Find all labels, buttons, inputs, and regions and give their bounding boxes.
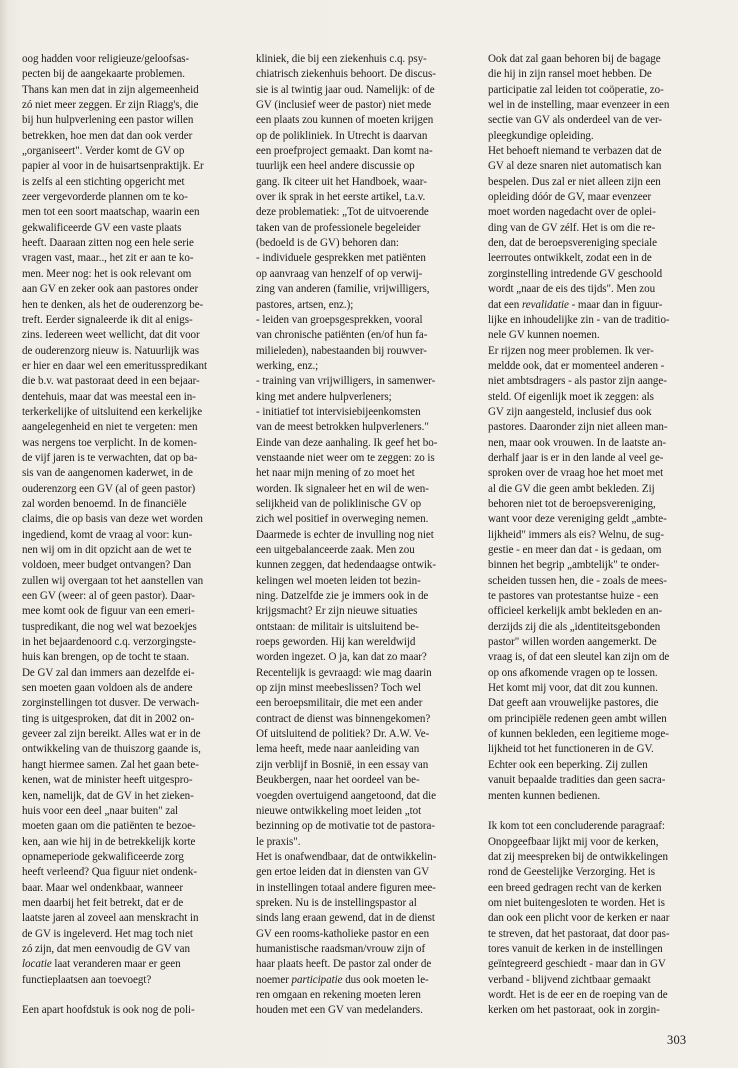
text-line: opnameperiode gekwalificeerde zorg <box>22 850 184 863</box>
text-line: opleiding dóór de GV, maar evenzeer <box>488 191 652 204</box>
text-line: - initiatief tot intervisiebijeenkomsten <box>256 405 421 418</box>
text-line: bespelen. Dus zal er niet alleen zijn een <box>488 175 661 188</box>
text-line: op aanvraag van henzelf of op verwij- <box>256 267 423 280</box>
page-number: 303 <box>667 1033 687 1047</box>
text-line: dentehuis, maar dat was meestal een in- <box>22 390 196 403</box>
text-line: kenen, wat de minister heeft uitgespro- <box>22 774 193 787</box>
text-line: de GV is ingeleverd. Het mag toch niet <box>22 927 193 940</box>
text-line: over ik sprak in het eerste artikel, t.a.v. <box>256 191 426 204</box>
text-line: worden. Ik signaleer het en wil de wen- <box>256 482 429 495</box>
paragraph-gap <box>488 804 714 819</box>
text-line: leerroutes ontwikkelt, zodat een in de <box>488 252 652 265</box>
text-line: pecten bij de aangekaarte problemen. <box>22 68 185 81</box>
text-line: men daarbij het feit betrekt, dat er de <box>22 896 184 909</box>
text-line: rond de Geestelijke Verzorging. Het is <box>488 866 656 879</box>
text-line: Thans kan men dat in zijn algemeenheid <box>22 83 199 96</box>
text-line: ouderenzorg een GV (al of geen pastor) <box>22 482 196 495</box>
text-line: zorginstellingen tot dusver. De verwach- <box>22 697 200 710</box>
text-line: - leiden van groepsgesprekken, vooral <box>256 313 423 326</box>
text-line: GV zijn aangesteld, inclusief dus ook <box>488 405 652 418</box>
text-line: die b.v. wat pastoraat deed in een bejaar- <box>22 375 200 388</box>
text-line: ting is uitgesproken, dat dit in 2002 on- <box>22 712 195 725</box>
text-line: kliniek, die bij een ziekenhuis c.q. psy- <box>256 53 427 65</box>
text-line: huis voor een deel „naar buiten" zal <box>22 804 179 817</box>
text-line: bij hun hulpverlening een pastor willen <box>22 114 194 127</box>
text-line: behoren niet tot de beroepsvereniging, <box>488 497 656 510</box>
text-line: moet worden nagedacht over de oplei- <box>488 206 656 219</box>
text-line: zó zijn, dat men eenvoudig de GV van <box>22 942 190 955</box>
emphasis: revalidatie <box>521 298 569 311</box>
text-line: heeft verleend? Qua figuur niet ondenk- <box>22 866 198 879</box>
text-line: lijkheid" immers als eis? Welnu, de sug- <box>488 528 664 541</box>
text-line: sis van de aangenomen kaderwet, in de <box>22 467 193 480</box>
text-line: van chronische patiënten (en/of hun fa- <box>256 329 428 342</box>
text-line: binnen het begrip „ambtelijk" te onder- <box>488 559 660 572</box>
text-column-middle <box>256 52 476 1019</box>
text-line: ontstaan: de militair is uitsluitend be- <box>256 620 419 633</box>
text-line: meldde ook, dat er momenteel anderen - <box>488 359 665 372</box>
text-line: moeten gaan om die patiënten te bezoe- <box>22 820 196 833</box>
text-line: chiatrisch ziekenhuis behoort. De discus- <box>256 68 436 81</box>
text-line: venstaande niet weer om te zeggen: zo is <box>256 451 435 464</box>
text-line: haar plaats heeft. De pastor zal onder de <box>256 958 432 971</box>
text-line: tores vanuit de kerken in de instellingen <box>488 942 663 955</box>
text-line: van de meest betrokken hulpverleners." <box>256 421 429 434</box>
text-line: een plaats zou kunnen of moeten krijgen <box>256 114 434 127</box>
text-line: ken, namelijk, dat de GV in het zieken- <box>22 789 194 802</box>
text-line: zó niet meer zeggen. Er zijn Riagg's, die <box>22 99 199 112</box>
text-line: king met andere hulpverleners; <box>256 390 392 403</box>
text-line: oog hadden voor religieuze/geloofsas- <box>22 53 190 65</box>
text-line: aan GV en zeker ook aan pastores onder <box>22 283 199 296</box>
text-line: een beroepsmilitair, die met een ander <box>256 697 423 710</box>
text-line: een proefproject gemaakt. Dan komt na- <box>256 145 433 158</box>
text-line: een breed gedragen recht van de kerken <box>488 881 662 894</box>
text-line: menten kunnen bedienen. <box>488 789 601 802</box>
text-line: dat een revalidatie - maar dan in figuur- <box>488 298 663 311</box>
text-line: Ik kom tot een concluderende paragraaf: <box>488 820 665 833</box>
text-line: terkerkelijke of uitsluitend een kerkelijke <box>22 405 203 418</box>
text-column-right <box>488 52 714 1019</box>
text-line: wordt. Het is de eer en de roeping van de <box>488 988 668 1001</box>
text-line: hen te denken, als het de ouderenzorg be- <box>22 298 204 311</box>
text-line: bezinning op de motivatie tot de pastora- <box>256 820 435 833</box>
text-line: Een apart hoofdstuk is ook nog de poli- <box>22 1004 195 1017</box>
text-line: worden ingezet. O ja, kan dat zo maar? <box>256 651 427 664</box>
text-line: functieplaatsen aan toevoegt? <box>22 973 152 986</box>
text-line: houden met een GV van medelanders. <box>256 1004 423 1017</box>
text-line: locatie laat veranderen maar er geen <box>22 958 181 971</box>
text-line: le praxis". <box>256 835 301 848</box>
text-line: zorginstelling intredende GV geschoold <box>488 267 663 280</box>
text-line: Het is onafwendbaar, dat de ontwikkelin- <box>256 850 437 863</box>
text-line: lijkheid tot het functioneren in de GV. <box>488 743 654 756</box>
text-line: - individuele gesprekken met patiënten <box>256 252 426 265</box>
emphasis: locatie <box>22 958 52 971</box>
text-line: sie is al twintig jaar oud. Namelijk: of de <box>256 83 435 96</box>
text-line: derhalf jaar is er in den lande al veel ge- <box>488 451 664 464</box>
text-line: Onopgeefbaar lijkt mij voor de kerken, <box>488 835 659 848</box>
text-line: de vijf jaren is te verwachten, dat op ba- <box>22 451 198 464</box>
text-line: Of uitsluitend de politiek? Dr. A.W. Ve- <box>256 728 430 741</box>
text-line: zullen wij overgaan tot het aanstellen van <box>22 574 204 587</box>
text-line: pastores, artsen, enz.); <box>256 298 354 311</box>
text-line: in instellingen totaal andere figuren mee- <box>256 881 436 894</box>
text-line: gang. Ik citeer uit het Handboek, waar- <box>256 175 427 188</box>
text-line: steld. Of eigenlijk moet ik zeggen: als <box>488 390 654 403</box>
text-line: kelingen wel moeten leiden tot bezin- <box>256 574 421 587</box>
text-line: sen moeten gaan voldoen als de andere <box>22 682 193 695</box>
text-line: wordt „naar de eis des tijds". Men zou <box>488 283 656 296</box>
text-line: sectie van GV als onderdeel van de ver- <box>488 114 662 127</box>
text-line: dat zij meespreken bij de ontwikkelingen <box>488 850 668 863</box>
text-line: (bedoeld is de GV) behoren dan: <box>256 237 399 250</box>
text-line: lema heeft, mede naar aanleiding van <box>256 743 420 756</box>
text-line: men. Meer nog: het is ook relevant om <box>22 267 192 280</box>
text-line: humanistische raadsman/vrouw zijn of <box>256 942 426 955</box>
text-line: - training van vrijwilligers, in samenwer- <box>256 375 436 388</box>
text-line: tuspredikant, die nog wel wat bezoekjes <box>22 620 197 633</box>
text-line: Daarmede is echter de invulling nog niet <box>256 528 434 541</box>
text-line: gekwalificeerde GV een vaste plaats <box>22 221 182 234</box>
text-line: ning. Datzelfde zie je immers ook in de <box>256 590 429 603</box>
text-line: Het behoeft niemand te verbazen dat de <box>488 145 662 158</box>
text-line: heeft. Daaraan zitten nog een hele serie <box>22 237 194 250</box>
text-line: vraag is, of dat een sleutel kan zijn om de <box>488 651 670 664</box>
text-line: zins. Iedereen weet wellicht, dat dit voor <box>22 329 200 342</box>
text-line: werking, enz.; <box>256 359 319 372</box>
text-line: een uitgebalanceerde zaak. Men zou <box>256 544 415 556</box>
text-line: Dat geeft aan vrouwelijke pastores, die <box>488 697 659 710</box>
text-line: claims, die op basis van deze wet worden <box>22 513 203 526</box>
text-line: zing van anderen (familie, vrijwilligers, <box>256 283 430 296</box>
text-line: die hij in zijn ransel moet hebben. De <box>488 68 652 81</box>
text-line: deze problematiek: „Tot de uitvoerende <box>256 206 429 219</box>
text-line: was nergens toe verplicht. In de komen- <box>22 436 197 449</box>
text-line: kerken om het pastoraat, ook in zorgin- <box>488 1004 660 1017</box>
text-line: wel in de instelling, maar evenzeer in een <box>488 99 670 112</box>
text-line: te streven, dat het pastoraat, dat door pas- <box>488 927 670 940</box>
text-line: GV (inclusief weer de pastor) niet mede <box>256 99 432 112</box>
text-line: nieuwe ontwikkeling moet leiden „tot <box>256 804 422 817</box>
paragraph-gap <box>22 988 244 1003</box>
text-line: is zelfs al een stichting opgericht met <box>22 175 185 188</box>
text-line: nen, maar ook vrouwen. In de laatste an- <box>488 436 667 449</box>
text-line: contract de dienst was binnengekomen? <box>256 712 431 725</box>
text-line: treft. Eerder signaleerde ik dit al enigs- <box>22 313 193 326</box>
text-line: tuurlijk een heel andere discussie op <box>256 160 415 173</box>
text-line: voegden overtuigend aangetoond, dat die <box>256 789 436 802</box>
text-line: op ons afkomende vragen op te lossen. <box>488 666 658 679</box>
text-line: Beukbergen, naar het oordeel van be- <box>256 774 420 787</box>
text-line: in het bejaardenoord c.q. verzorgingste- <box>22 636 196 649</box>
text-line: om niet buitengesloten te worden. Het is <box>488 896 665 909</box>
text-line: krijgsmacht? Er zijn nieuwe situaties <box>256 605 418 618</box>
text-line: ontwikkeling van de thuiszorg gaande is, <box>22 743 201 756</box>
text-line: want voor deze vereniging geldt „ambte- <box>488 513 667 526</box>
text-line: op zijn minst meebeslissen? Toch wel <box>256 682 422 695</box>
text-line: verband - blijvend zichtbaar gemaakt <box>488 973 651 986</box>
text-line: betrekken, hoe men dat dan ook verder <box>22 129 193 142</box>
text-line: laatste jaren al zoveel aan menskracht in <box>22 912 199 925</box>
text-line: zich wel positief in overweging nemen. <box>256 513 429 526</box>
text-line: kunnen zeggen, dat hedendaagse ontwik- <box>256 559 437 572</box>
text-line: noemer participatie dus ook moeten le- <box>256 973 429 986</box>
text-line: Recentelijk is gevraagd: wie mag daarin <box>256 666 432 679</box>
text-line: zeer vergevorderde plannen om te ko- <box>22 191 188 204</box>
text-line: participatie zal leiden tot coöperatie, zo- <box>488 83 664 96</box>
text-line: taken van de professionele begeleider <box>256 221 421 234</box>
text-line: Het komt mij voor, dat dit zou kunnen. <box>488 682 658 695</box>
text-line: Er rijzen nog meer problemen. Ik ver- <box>488 344 654 357</box>
text-line: om principiële redenen geen ambt willen <box>488 712 667 725</box>
text-line: spreken. Nu is de instellingspastor al <box>256 896 417 909</box>
text-line: ding van de GV zélf. Het is om die re- <box>488 221 656 234</box>
text-line: den, dat de beroepsvereniging speciale <box>488 237 657 250</box>
text-column-left <box>22 52 244 1019</box>
text-line: geveer zal zijn bereikt. Alles wat er in de <box>22 728 201 741</box>
text-line: Echter ook een beperking. Zij zullen <box>488 758 648 771</box>
text-line: roeps geworden. Hij kan wereldwijd <box>256 636 416 649</box>
text-line: papier al voor in de huisartsenpraktijk. Er <box>22 160 204 173</box>
text-line: hangt hiermee samen. Zal het gaan bete- <box>22 758 199 771</box>
text-line: Einde van deze aanhaling. Ik geef het bo- <box>256 436 438 449</box>
text-line: De GV zal dan immers aan dezelfde ei- <box>22 666 195 679</box>
text-line: huis kan brengen, op de tocht te staan. <box>22 651 190 664</box>
text-line: ken, aan wie hij in de betrekkelijk korte <box>22 835 196 848</box>
text-line: scheiden tussen hen, die - zoals de mees- <box>488 574 667 587</box>
text-line: te pastores van protestantse huize - een <box>488 590 659 603</box>
emphasis: participatie <box>291 973 343 986</box>
text-line: op de polikliniek. In Utrecht is daarvan <box>256 129 428 142</box>
text-line: of kunnen bekleden, een legitieme moge- <box>488 728 669 741</box>
text-line: officieel kerkelijk ambt bekleden en an- <box>488 605 663 618</box>
text-line: baar. Maar wel ondenkbaar, wanneer <box>22 881 184 894</box>
text-line: nele GV kunnen noemen. <box>488 329 600 342</box>
text-line: vanuit bepaalde tradities dan geen sacra- <box>488 774 666 787</box>
text-line: men tot een soort maatschap, waarin een <box>22 206 200 219</box>
text-line: derzijds zij die als „identiteitsgebonden <box>488 620 661 633</box>
text-line: nen wij om in dit opzicht aan de wet te <box>22 544 192 556</box>
text-line: pastor" willen worden aangemerkt. De <box>488 636 657 649</box>
text-line: Ook dat zal gaan behoren bij de bagage <box>488 53 661 65</box>
text-line: het naar mijn mening of zo moet het <box>256 467 415 480</box>
text-line: zijn verblijf in Bosnië, in een essay van <box>256 758 429 771</box>
text-line: een GV (weer: al of geen pastor). Daar- <box>22 590 196 603</box>
text-line: GV een rooms-katholieke pastor en een <box>256 927 430 940</box>
text-line: GV al deze snaren niet automatisch kan <box>488 160 662 173</box>
text-line: ingediend, komt de vraag al voor: kun- <box>22 528 193 541</box>
text-line: lijke en inhoudelijke zin - van de traditio- <box>488 313 670 326</box>
text-line: vragen vast, maar.., het zit er aan te ko- <box>22 252 194 265</box>
text-line: niet ambtsdragers - als pastor zijn aange- <box>488 375 667 388</box>
text-line: sinds lang eraan gewend, dat in de dienst <box>256 912 435 925</box>
text-line: gestie - en meer dan dat - is gedaan, om <box>488 544 662 556</box>
text-line: dan ook een plicht voor de kerken er naar <box>488 912 670 925</box>
text-line: „organiseert". Verder komt de GV op <box>22 145 185 158</box>
text-line: er hier en daar wel een emeritusspredikant <box>22 359 207 372</box>
text-line: aangelegenheid en niet te vergeten: men <box>22 421 198 434</box>
text-line: pleegkundige opleiding. <box>488 129 594 142</box>
text-line: zal worden benoemd. In de financiële <box>22 497 187 510</box>
text-line: al die GV die geen ambt bekleden. Zij <box>488 482 655 495</box>
text-line: mee komt ook de figuur van een emeri- <box>22 605 195 618</box>
text-line: de ouderenzorg nieuw is. Natuurlijk was <box>22 344 200 357</box>
text-line: pastores. Daaronder zijn niet alleen man- <box>488 421 668 434</box>
text-line: milieleden), nabestaanden bij rouwver- <box>256 344 427 357</box>
text-line: ren omgaan en rekening moeten leren <box>256 988 421 1001</box>
text-line: voldoen, meer budget ontvangen? Dan <box>22 559 192 572</box>
text-line: gen ertoe leiden dat in diensten van GV <box>256 866 430 879</box>
text-line: sproken over de vraag hoe het moet met <box>488 467 664 480</box>
text-line: selijkheid van de poliklinische GV op <box>256 497 422 510</box>
text-line: geïntegreerd geschiedt - maar dan in GV <box>488 958 666 971</box>
